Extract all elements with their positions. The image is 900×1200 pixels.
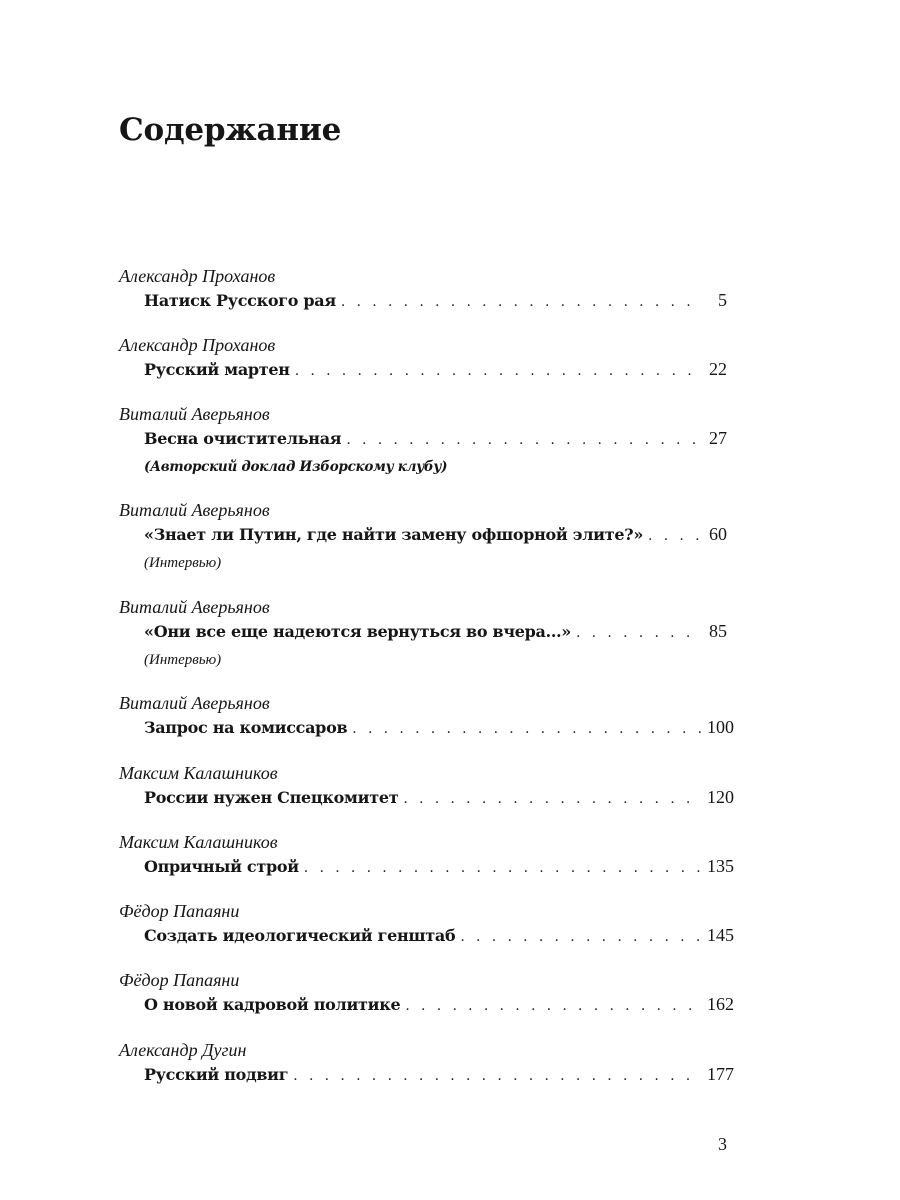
toc-note: (Интервью) xyxy=(144,652,222,668)
toc-page-number: 27 xyxy=(709,428,727,448)
toc-entry xyxy=(119,970,734,1014)
toc-author: Фёдор Папаяни xyxy=(119,970,240,990)
toc-entry xyxy=(119,763,734,807)
toc-author: Максим Калашников xyxy=(119,832,278,852)
toc-page-number: 100 xyxy=(707,717,734,737)
toc-title: О новой кадровой политике xyxy=(144,995,401,1014)
toc-title: Русский мартен xyxy=(144,360,290,379)
toc-title: «Знает ли Путин, где найти замену офшорной элите?» xyxy=(144,525,644,544)
dot-leader xyxy=(341,290,701,314)
dot-leader xyxy=(460,925,701,949)
toc-entry xyxy=(119,266,727,310)
dot-leader xyxy=(295,359,701,383)
toc-page-number: 162 xyxy=(707,994,734,1014)
dot-leader xyxy=(405,994,701,1018)
toc-page-number: 135 xyxy=(707,856,734,876)
dot-leader xyxy=(304,856,701,880)
toc-title-line xyxy=(144,992,734,1016)
toc-author: Александр Дугин xyxy=(119,1040,247,1060)
toc-note: (Интервью) xyxy=(144,555,222,571)
toc-title-line xyxy=(144,923,734,947)
toc-author: Виталий Аверьянов xyxy=(119,404,270,424)
dot-leader xyxy=(648,524,701,548)
toc-title-line xyxy=(144,357,727,381)
dot-leader xyxy=(576,621,701,645)
toc-title-line xyxy=(144,715,734,739)
toc-title: Весна очистительная xyxy=(144,429,342,448)
toc-author: Виталий Аверьянов xyxy=(119,597,270,617)
toc-entry xyxy=(119,335,727,379)
toc-title-line xyxy=(144,426,727,450)
toc-page-number: 5 xyxy=(718,290,727,310)
toc-title-line xyxy=(144,854,734,878)
toc-entry xyxy=(119,404,727,475)
toc-entry xyxy=(119,597,727,668)
toc-entry xyxy=(119,500,727,571)
toc-author: Виталий Аверьянов xyxy=(119,693,270,713)
toc-entry xyxy=(119,693,734,737)
toc-title-line xyxy=(144,785,734,809)
dot-leader xyxy=(293,1064,701,1088)
toc-page-number: 60 xyxy=(709,524,727,544)
toc-title: Русский подвиг xyxy=(144,1065,289,1084)
toc-title: Натиск Русского рая xyxy=(144,291,336,310)
toc-page-number: 22 xyxy=(709,359,727,379)
toc-title: Запрос на комиссаров xyxy=(144,718,348,737)
dot-leader xyxy=(403,787,701,811)
toc-title-line xyxy=(144,522,727,546)
toc-title: Опричный строй xyxy=(144,857,299,876)
toc-title-line xyxy=(144,288,727,312)
toc-entry xyxy=(119,901,734,945)
toc-page-number: 177 xyxy=(707,1064,734,1084)
toc-title: России нужен Спецкомитет xyxy=(144,788,399,807)
dot-leader xyxy=(352,717,701,741)
toc-page-number: 85 xyxy=(709,621,727,641)
toc-title: Создать идеологический генштаб xyxy=(144,926,456,945)
toc-title: «Они все еще надеются вернуться во вчера…» xyxy=(144,622,571,641)
page-title: Содержание xyxy=(119,112,342,148)
toc-author: Максим Калашников xyxy=(119,763,278,783)
toc-author: Александр Проханов xyxy=(119,335,276,355)
toc-author: Виталий Аверьянов xyxy=(119,500,270,520)
toc-title-line xyxy=(144,1062,734,1086)
toc-page-number: 145 xyxy=(707,925,734,945)
toc-author: Александр Проханов xyxy=(119,266,276,286)
toc-author: Фёдор Папаяни xyxy=(119,901,240,921)
toc-entry xyxy=(119,832,734,876)
toc-title-line xyxy=(144,619,727,643)
toc-page-number: 120 xyxy=(707,787,734,807)
toc-note: (Авторский доклад Изборскому клубу) xyxy=(144,459,448,475)
page-folio-number: 3 xyxy=(718,1134,727,1154)
dot-leader xyxy=(346,428,701,452)
toc-entry xyxy=(119,1040,734,1084)
